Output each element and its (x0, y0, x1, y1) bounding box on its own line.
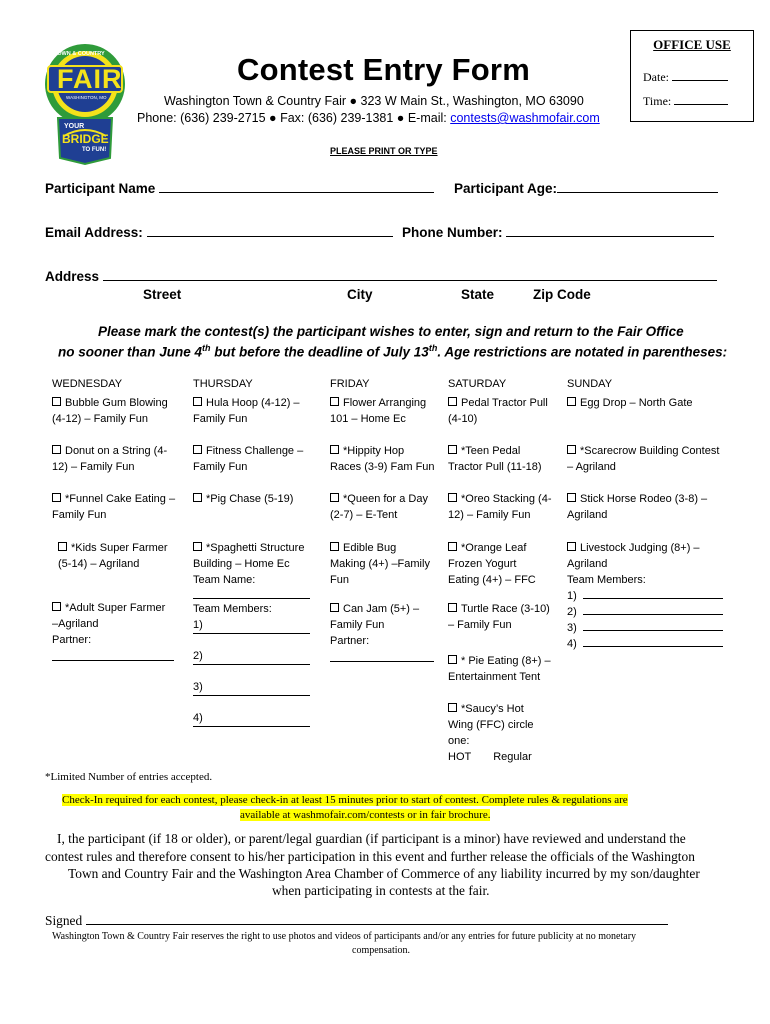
contest-line (193, 491, 293, 507)
contest-text: *Spaghetti Structure (206, 542, 305, 554)
contest-text: *Queen for a Day (343, 493, 428, 505)
contest-wed-1 (52, 443, 167, 475)
contest-line (448, 540, 536, 556)
contest-text: 4) (567, 638, 577, 650)
contest-text: Tractor Pull (11-18) (448, 461, 542, 473)
checkbox[interactable] (193, 493, 202, 502)
participant-name-field[interactable] (159, 180, 434, 193)
participant-name-row (45, 180, 434, 196)
contest-line (567, 395, 693, 411)
checkin-text-1: Check-In required for each contest, please check-in at least 15 minutes prior to start of contest. Complete rules & regulations are (62, 794, 628, 806)
phone-label: Phone Number: (402, 225, 503, 240)
instr-text-c: . Age restrictions are notated in parentheses: (437, 344, 728, 360)
contest-text: 1) (567, 590, 577, 602)
contest-text: Stick Horse Rodeo (3-8) – (580, 493, 708, 505)
checkbox[interactable] (448, 493, 457, 502)
contest-line (330, 617, 434, 633)
signature-field[interactable] (86, 912, 668, 925)
contest-line (52, 632, 174, 648)
contest-text: (5-14) – Agriland (58, 558, 140, 570)
contest-line (448, 617, 550, 633)
rights-line-1: Washington Town & Country Fair reserves the right to use photos and videos of participants and/or any entries for future publicity at no monetary (52, 931, 637, 942)
contest-text: Making (4+) –Family (330, 558, 430, 570)
contest-text: Team Members: (567, 574, 646, 586)
contest-text: one: (448, 735, 470, 747)
checkbox[interactable] (330, 445, 339, 454)
logo-top-text: TOWN & COUNTRY (54, 51, 105, 57)
contest-line (448, 572, 536, 588)
contest-text: Flower Arranging (343, 397, 427, 409)
checkbox[interactable] (567, 542, 576, 551)
contest-sun-0 (567, 395, 693, 411)
checkbox[interactable] (58, 542, 67, 551)
contest-text: *Saucy’s Hot (461, 703, 524, 715)
contest-sat-3 (448, 540, 536, 588)
contest-text: *Pig Chase (5-19) (206, 493, 294, 505)
day-saturday: SATURDAY (448, 378, 507, 390)
logo-sub-text: WASHINGTON, MO (66, 95, 107, 100)
contest-line (448, 701, 534, 717)
checkbox[interactable] (448, 397, 457, 406)
contest-line (330, 572, 430, 588)
contest-line (567, 507, 707, 523)
checkbox[interactable] (330, 397, 339, 406)
contest-text: Team Name: (193, 574, 256, 586)
checkin-text-2: available at washmofair.com/contests or in fair brochure. (240, 809, 491, 821)
checkbox[interactable] (52, 493, 61, 502)
checkbox[interactable] (330, 603, 339, 612)
partner-field[interactable] (52, 648, 174, 661)
phone-field[interactable] (506, 224, 714, 237)
contest-line (448, 491, 551, 507)
checkbox[interactable] (193, 397, 202, 406)
contest-line (52, 411, 168, 427)
day-sunday: SUNDAY (567, 378, 613, 390)
checkbox[interactable] (52, 397, 61, 406)
contest-text: Regular (493, 751, 532, 763)
contest-fri-3 (330, 540, 430, 588)
email-link[interactable]: contests@washmofair.com (450, 111, 600, 125)
team-member-field[interactable] (583, 604, 723, 615)
fair-address: Washington Town & Country Fair ● 323 W Main St., Washington, MO 63090 (164, 94, 584, 108)
checkbox[interactable] (567, 445, 576, 454)
contest-line (52, 491, 175, 507)
office-time-line[interactable] (674, 92, 728, 105)
contest-line (567, 540, 723, 556)
contest-fri-0 (330, 395, 426, 427)
contest-line (330, 459, 435, 475)
contest-line (193, 601, 310, 617)
checkbox[interactable] (448, 445, 457, 454)
office-time-label: Time: (643, 94, 672, 108)
contest-line (448, 556, 536, 572)
contest-line (193, 710, 310, 741)
contest-text: 12) – Family Fun (448, 509, 531, 521)
logo-main-text: FAIR (57, 64, 123, 94)
participant-age-field[interactable] (557, 180, 718, 193)
contest-text: Family Fun (193, 461, 248, 473)
contest-text: Egg Drop – North Gate (580, 397, 693, 409)
contest-line (193, 443, 303, 459)
contest-line (330, 443, 435, 459)
checkbox[interactable] (567, 493, 576, 502)
checkbox[interactable] (52, 602, 61, 611)
contest-text: *Orange Leaf (461, 542, 527, 554)
contest-line (330, 556, 430, 572)
contest-thu-0 (193, 395, 300, 427)
contest-line (448, 653, 551, 669)
contest-wed-3 (58, 540, 168, 572)
contest-line (52, 616, 174, 632)
contest-line (52, 443, 167, 459)
contest-line (567, 459, 719, 475)
office-time-row (643, 92, 728, 109)
contest-line (448, 733, 534, 749)
contest-text: Eating (4+) – FFC (448, 574, 536, 586)
participant-name-label: Participant Name (45, 181, 156, 196)
contest-line (193, 556, 310, 572)
instructions-line-1: Please mark the contest(s) the participant wishes to enter, sign and return to the Fair Office (98, 324, 684, 339)
contest-line (58, 540, 168, 556)
office-use-box (630, 30, 754, 122)
contest-text: Fun (330, 574, 349, 586)
contest-line (567, 491, 707, 507)
contest-wed-4 (52, 600, 174, 661)
fair-logo (40, 26, 130, 166)
contest-text: Pedal Tractor Pull (461, 397, 548, 409)
contest-line (193, 395, 300, 411)
contest-text: *Oreo Stacking (4- (461, 493, 552, 505)
contest-text: *Teen Pedal (461, 445, 521, 457)
email-field[interactable] (147, 224, 393, 237)
participant-age-row (454, 180, 718, 196)
contest-line (448, 717, 534, 733)
logo-tag3: TO FUN! (82, 147, 107, 153)
partner-field[interactable] (330, 649, 434, 662)
contest-thu-1 (193, 443, 303, 475)
state-label: State (461, 287, 495, 302)
office-use-heading: OFFICE USE (653, 37, 731, 52)
contest-fri-4 (330, 601, 434, 662)
waiver-line-2: contest rules and therefore consent to his/her participation in this event and further release the officials of the Washington (45, 849, 695, 864)
contest-line (193, 572, 310, 588)
checkbox[interactable] (448, 542, 457, 551)
contest-text: –Agriland (52, 618, 99, 630)
contest-line (52, 459, 167, 475)
team-member-field[interactable] (193, 725, 310, 727)
contest-line (193, 459, 303, 475)
contest-text: (2-7) – E-Tent (330, 509, 398, 521)
contest-sun-1 (567, 443, 719, 475)
logo-tag1: YOUR (64, 123, 85, 130)
contest-text: Can Jam (5+) – (343, 603, 420, 615)
contest-line (193, 679, 310, 710)
address-field[interactable] (103, 268, 717, 281)
contest-text: 101 – Home Ec (330, 413, 406, 425)
contest-line (448, 601, 550, 617)
contest-text: 2) (567, 606, 577, 618)
participant-age-label: Participant Age: (454, 181, 558, 196)
contest-fri-1 (330, 443, 435, 475)
checkbox[interactable] (448, 603, 457, 612)
contest-text: Partner: (52, 634, 92, 646)
contest-text: Family Fun (52, 509, 107, 521)
contest-text: 3) (567, 622, 577, 634)
contest-line (448, 395, 548, 411)
contest-sat-4 (448, 601, 550, 633)
instr-sup-1: th (202, 343, 211, 353)
logo-tag2: BRIDGE (62, 132, 109, 146)
team-member-field[interactable] (583, 620, 723, 631)
contest-fri-2 (330, 491, 428, 523)
team-member-field[interactable] (193, 694, 310, 696)
contest-text: Livestock Judging (8+) – (580, 542, 700, 554)
contest-line (567, 572, 723, 588)
contest-text: *Funnel Cake Eating – (65, 493, 176, 505)
contest-text: 12) – Family Fun (52, 461, 135, 473)
contest-sat-6 (448, 701, 534, 765)
contest-text: *Kids Super Farmer (71, 542, 168, 554)
instr-text-b: but before the deadline of July 13 (210, 344, 429, 360)
instructions-line-2 (58, 343, 727, 360)
checkbox[interactable] (330, 493, 339, 502)
contest-sat-2 (448, 491, 551, 523)
contest-line (330, 633, 434, 649)
contest-text: Races (3-9) Fam Fun (330, 461, 435, 473)
contest-line (567, 620, 723, 636)
contest-line (567, 588, 723, 604)
contest-text: Partner: (330, 635, 370, 647)
team-name-field[interactable] (193, 588, 310, 599)
contest-text: Family Fun (330, 619, 385, 631)
contest-line (567, 636, 723, 652)
waiver-line-1: I, the participant (if 18 or older), or parent/legal guardian (if participant is a minor) have reviewed and understand the (57, 831, 686, 846)
contest-text: Agriland (567, 558, 608, 570)
print-note: PLEASE PRINT OR TYPE (330, 146, 438, 156)
contest-line (52, 600, 174, 616)
contest-text: Team Members: (193, 603, 272, 615)
signed-row (45, 912, 668, 929)
checkbox[interactable] (448, 655, 457, 664)
contest-text: Turtle Race (3-10) (461, 603, 550, 615)
contest-line (330, 540, 430, 556)
waiver-line-3: Town and Country Fair and the Washington Area Chamber of Commerce of any liability incurred by my son/daughter (68, 866, 700, 881)
checkbox[interactable] (330, 542, 339, 551)
contest-text: (4-12) – Family Fun (52, 413, 148, 425)
contest-wed-2 (52, 491, 175, 523)
contest-wed-0 (52, 395, 168, 427)
contest-text: Family Fun (193, 413, 248, 425)
city-label: City (347, 287, 373, 302)
contest-line (567, 604, 723, 620)
contest-text: *Hippity Hop (343, 445, 405, 457)
team-member-field[interactable] (193, 632, 310, 634)
contest-line (567, 443, 719, 459)
limited-note: *Limited Number of entries accepted. (45, 771, 213, 783)
street-label: Street (143, 287, 182, 302)
contest-line (52, 507, 175, 523)
email-row (45, 224, 393, 240)
contest-line (330, 411, 426, 427)
contest-sun-2 (567, 491, 707, 523)
contest-text: Edible Bug (343, 542, 397, 554)
checkbox[interactable] (567, 397, 576, 406)
team-member-field[interactable] (583, 588, 723, 599)
team-member-field[interactable] (583, 636, 723, 647)
contest-text: Agriland (567, 509, 608, 521)
signed-label: Signed (45, 913, 83, 928)
office-date-row (643, 68, 728, 85)
contest-line (448, 669, 551, 685)
contest-sat-0 (448, 395, 548, 427)
checkbox[interactable] (52, 445, 61, 454)
address-row (45, 268, 717, 284)
contest-line (330, 601, 434, 617)
contest-thu-4 (193, 601, 310, 741)
contest-line (448, 443, 542, 459)
contest-sun-3 (567, 540, 723, 652)
contest-text: 4) (193, 712, 203, 724)
contest-sat-5 (448, 653, 551, 685)
phone-row (402, 224, 714, 240)
checkin-line-2 (240, 809, 490, 821)
day-friday: FRIDAY (330, 378, 370, 390)
rights-line-2: compensation. (352, 945, 411, 956)
contest-text: *Adult Super Farmer (65, 602, 166, 614)
contest-line (448, 507, 551, 523)
checkbox[interactable] (193, 445, 202, 454)
waiver-line-4: when participating in contests at the fair. (272, 883, 490, 898)
contest-sat-1 (448, 443, 542, 475)
contest-text: Bubble Gum Blowing (65, 397, 168, 409)
instr-sup-2: th (428, 343, 438, 353)
contest-line (448, 411, 548, 427)
contest-line (448, 459, 542, 475)
day-thursday: THURSDAY (193, 378, 253, 390)
contest-line (330, 507, 428, 523)
contest-line (193, 540, 310, 556)
contest-line (193, 411, 300, 427)
contest-text: Fitness Challenge – (206, 445, 304, 457)
contest-text: Wing (FFC) circle (448, 719, 534, 731)
contest-line (330, 491, 428, 507)
zip-label: Zip Code (533, 287, 591, 302)
instr-text-a: no sooner than June 4 (58, 344, 203, 360)
team-member-field[interactable] (193, 663, 310, 665)
contest-text: 2) (193, 650, 203, 662)
phone-fax-text: Phone: (636) 239-2715 ● Fax: (636) 239-1381 ● E-mail: (137, 111, 451, 125)
contest-text: Building – Home Ec (193, 558, 290, 570)
office-date-line[interactable] (672, 68, 728, 81)
contest-text: Entertainment Tent (448, 671, 541, 683)
day-wednesday: WEDNESDAY (52, 378, 123, 390)
checkbox[interactable] (193, 542, 202, 551)
contest-text: * Pie Eating (8+) – (461, 655, 551, 667)
address-label: Address (45, 269, 100, 284)
contest-thu-2 (193, 491, 293, 507)
office-date-label: Date: (643, 70, 669, 84)
contest-line (193, 617, 310, 648)
contest-text: Hula Hoop (4-12) – (206, 397, 300, 409)
contest-text: Frozen Yogurt (448, 558, 517, 570)
contest-text: 3) (193, 681, 203, 693)
contest-text: *Scarecrow Building Contest (580, 445, 720, 457)
contest-text: 1) (193, 619, 203, 631)
contest-thu-3 (193, 540, 310, 599)
contest-text: Donut on a String (4- (65, 445, 168, 457)
contest-text: HOT (448, 751, 472, 763)
contest-line (58, 556, 168, 572)
contest-line (567, 556, 723, 572)
form-title: Contest Entry Form (237, 52, 530, 87)
contest-text: – Family Fun (448, 619, 512, 631)
contest-line (193, 648, 310, 679)
contest-text: – Agriland (567, 461, 616, 473)
contact-line (137, 111, 600, 125)
contest-line (52, 395, 168, 411)
email-label: Email Address: (45, 225, 143, 240)
contest-line (330, 395, 426, 411)
checkin-line-1 (62, 794, 628, 806)
contest-text: (4-10) (448, 413, 478, 425)
checkbox[interactable] (448, 703, 457, 712)
contest-line (448, 749, 534, 765)
